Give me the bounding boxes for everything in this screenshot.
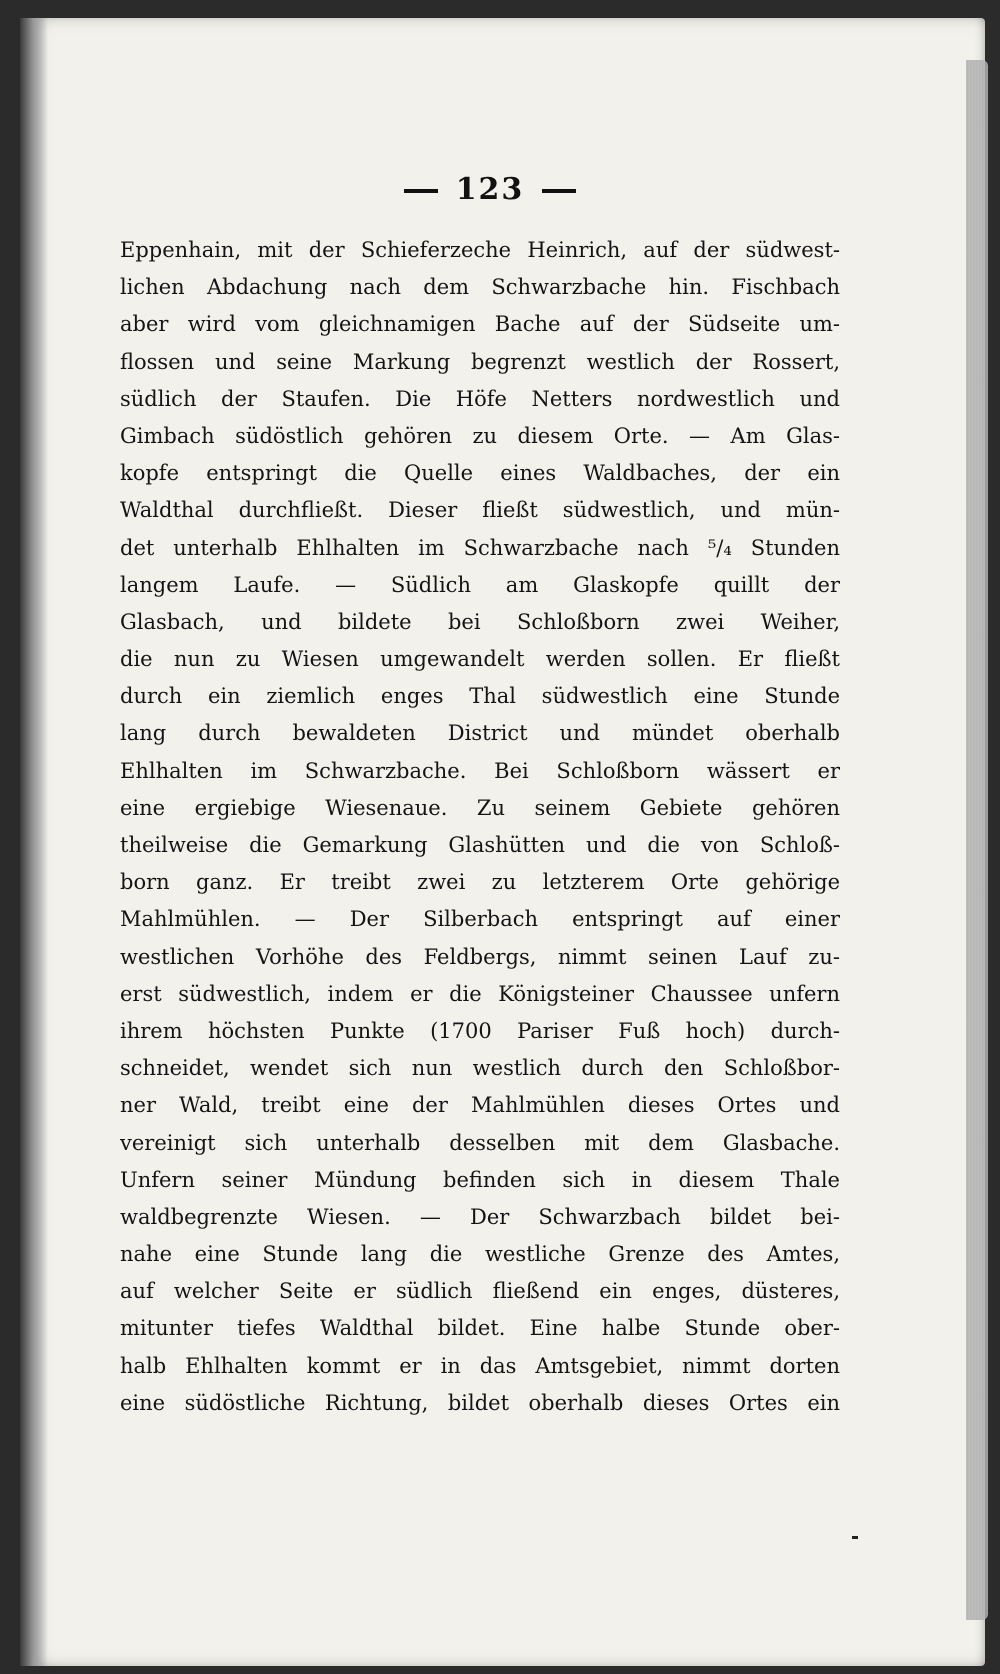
book-gutter — [20, 18, 48, 1666]
text-line: Ehlhalten im Schwarzbache. Bei Schloßborn wässert er — [120, 758, 840, 783]
text-line: westlichen Vorhöhe des Feldbergs, nimmt seinen Lauf zu- — [120, 944, 840, 969]
print-speck — [852, 1536, 858, 1539]
text-line: waldbegrenzte Wiesen. — Der Schwarzbach bildet bei- — [120, 1204, 840, 1229]
text-line: kopfe entspringt die Quelle eines Waldbaches, der ein — [120, 461, 840, 486]
text-line: Waldthal durchfließt. Dieser fließt südwestlich, und mün- — [120, 498, 840, 523]
text-line: theilweise die Gemarkung Glashütten und die von Schloß- — [120, 833, 840, 857]
text-line: lang durch bewaldeten District und mündet oberhalb — [120, 721, 840, 746]
text-line: vereinigt sich unterhalb desselben mit dem Glasbache. — [120, 1130, 840, 1155]
page-fore-edge — [966, 60, 988, 1620]
text-line: langem Laufe. — Südlich am Glaskopfe quillt der — [120, 572, 840, 597]
text-line: erst südwestlich, indem er die Königsteiner Chaussee unfern — [120, 981, 840, 1006]
text-line: Glasbach, und bildete bei Schloßborn zwei Weiher, — [120, 609, 840, 634]
text-line: nahe eine Stunde lang die westliche Grenze des Amtes, — [120, 1242, 840, 1267]
text-line: Gimbach südöstlich gehören zu diesem Orte. — Am Glas- — [120, 423, 840, 448]
header-dash-right — [542, 189, 576, 193]
text-line: flossen und seine Markung begrenzt westlich der Rossert, — [120, 349, 840, 374]
text-line: eine ergiebige Wiesenaue. Zu seinem Gebiete gehören — [120, 795, 840, 820]
text-line: die nun zu Wiesen umgewandelt werden sollen. Er fließt — [120, 647, 840, 672]
page-number: 123 — [455, 172, 525, 207]
text-line: ner Wald, treibt eine der Mahlmühlen dieses Ortes und — [120, 1093, 840, 1118]
text-line: auf welcher Seite er südlich fließend ein enges, düsteres, — [120, 1279, 840, 1304]
text-line: durch ein ziemlich enges Thal südwestlich eine Stunde — [120, 684, 840, 709]
text-line: mitunter tiefes Waldthal bildet. Eine halbe Stunde ober- — [120, 1316, 840, 1341]
header-dash-left — [404, 189, 438, 193]
text-line: lichen Abdachung nach dem Schwarzbache hin. Fischbach — [120, 275, 840, 300]
text-line: born ganz. Er treibt zwei zu letzterem Orte gehörige — [120, 870, 840, 895]
text-line: Eppenhain, mit der Schieferzeche Heinrich, auf der südwest- — [120, 238, 840, 262]
text-line: Mahlmühlen. — Der Silberbach entspringt auf einer — [120, 907, 840, 932]
text-line: südlich der Staufen. Die Höfe Netters nordwestlich und — [120, 386, 840, 411]
text-line: halb Ehlhalten kommt er in das Amtsgebiet, nimmt dorten — [120, 1353, 840, 1378]
text-line: eine südöstliche Richtung, bildet oberhalb dieses Ortes ein — [120, 1390, 840, 1415]
text-line: ihrem höchsten Punkte (1700 Pariser Fuß hoch) durch- — [120, 1018, 840, 1043]
page-header — [380, 172, 600, 207]
text-line: aber wird vom gleichnamigen Bache auf der Südseite um- — [120, 312, 840, 337]
text-line: schneidet, wendet sich nun westlich durch den Schloßbor- — [120, 1056, 840, 1081]
text-line: det unterhalb Ehlhalten im Schwarzbache nach ⁵/₄ Stunden — [120, 535, 840, 560]
body-text — [120, 232, 840, 1422]
text-line: Unfern seiner Mündung befinden sich in diesem Thale — [120, 1167, 840, 1192]
